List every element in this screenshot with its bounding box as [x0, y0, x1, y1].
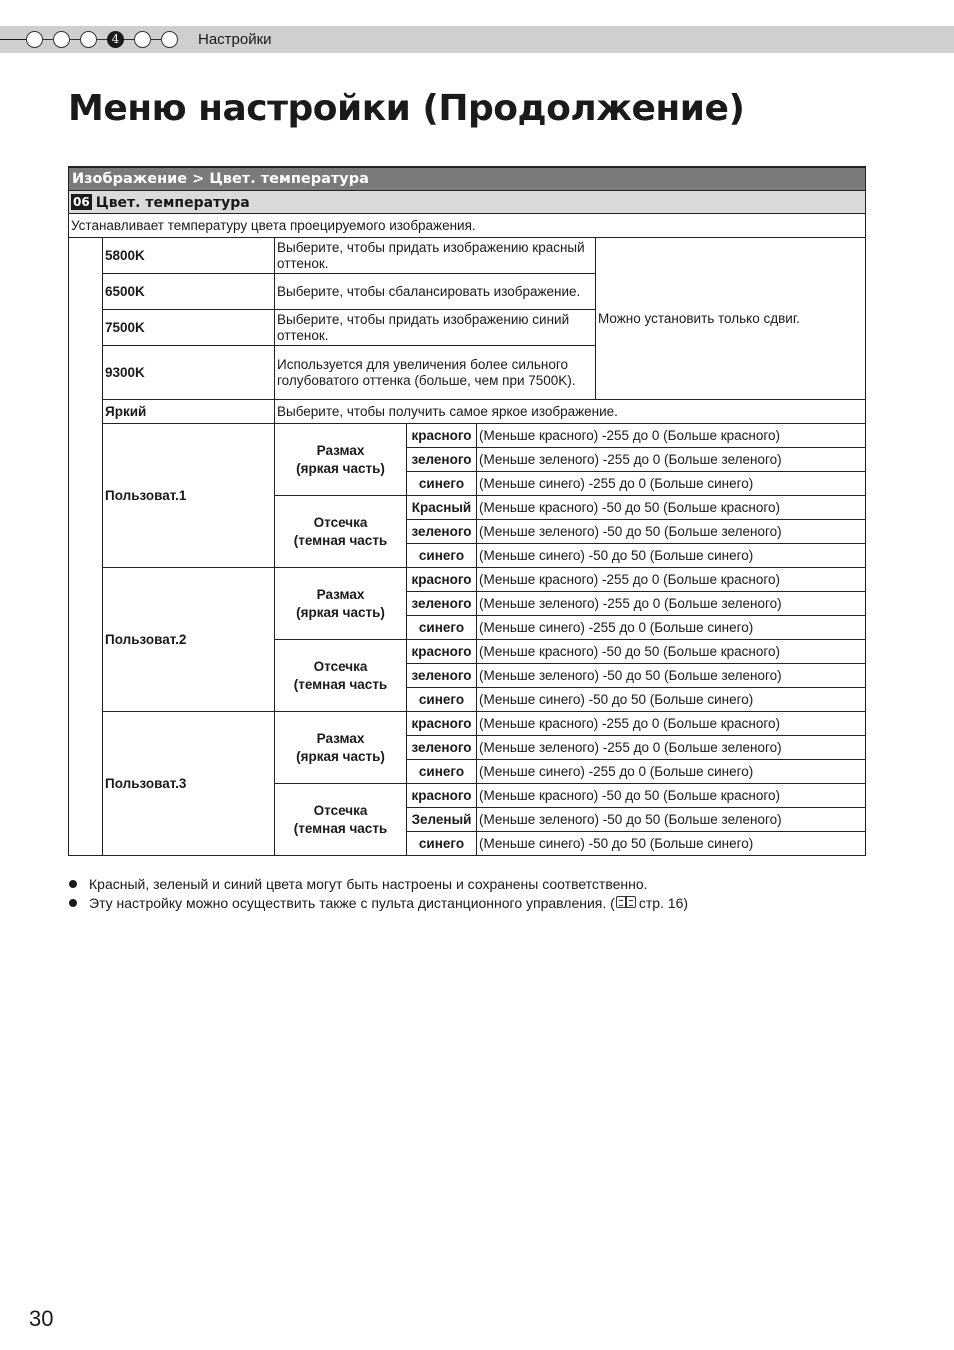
group-label-line: (темная часть: [293, 820, 388, 836]
color-channel: синего: [407, 760, 477, 784]
step-circle-current: 4: [107, 31, 124, 48]
color-channel: синего: [407, 544, 477, 568]
color-channel: зеленого: [407, 736, 477, 760]
preset-name: 7500K: [103, 310, 275, 346]
step-circle-2: [53, 31, 70, 48]
group-label-line: Отсечка: [313, 802, 368, 818]
color-channel: зеленого: [407, 592, 477, 616]
group-label: [275, 496, 407, 568]
color-channel: синего: [407, 616, 477, 640]
color-channel: красного: [407, 424, 477, 448]
table-row: [69, 712, 866, 736]
value-range: (Меньше синего) -255 до 0 (Больше синего): [477, 616, 866, 640]
color-channel: красного: [407, 568, 477, 592]
preset-name: 6500K: [103, 274, 275, 310]
value-range: (Меньше зеленого) -255 до 0 (Больше зеленого): [477, 736, 866, 760]
value-range: (Меньше синего) -255 до 0 (Больше синего): [477, 760, 866, 784]
preset-name: 5800K: [103, 238, 275, 274]
preset-desc: Выберите, чтобы придать изображению красный оттенок.: [275, 238, 596, 274]
group-label: [275, 712, 407, 784]
color-temperature-table: [68, 166, 866, 856]
table-row: [69, 424, 866, 448]
group-label-line: Размах: [316, 586, 365, 602]
group-label: [275, 568, 407, 640]
item-number-badge: 06: [73, 194, 90, 209]
table-row: [69, 568, 866, 592]
value-range: (Меньше зеленого) -255 до 0 (Больше зеленого): [477, 592, 866, 616]
presets-note: Можно установить только сдвиг.: [596, 238, 866, 400]
color-channel: красного: [407, 784, 477, 808]
step-circle-3: [80, 31, 97, 48]
color-channel: Красный: [407, 496, 477, 520]
group-label-line: (яркая часть): [296, 748, 385, 764]
preset-desc: Выберите, чтобы сбалансировать изображение.: [275, 274, 596, 310]
group-label: [275, 424, 407, 496]
group-label: [275, 640, 407, 712]
step-circle-5: [134, 31, 151, 48]
preset-name: Яркий: [103, 400, 275, 424]
table-row: [69, 238, 866, 274]
value-range: (Меньше зеленого) -255 до 0 (Больше зеленого): [477, 448, 866, 472]
breadcrumb: Изображение > Цвет. температура: [69, 167, 866, 191]
user-mode-name: Пользоват.3: [103, 712, 275, 856]
group-label-line: Размах: [316, 442, 365, 458]
color-channel: зеленого: [407, 664, 477, 688]
group-label-line: (темная часть: [293, 676, 388, 692]
color-channel: Зеленый: [407, 808, 477, 832]
group-label-line: Размах: [316, 730, 365, 746]
section-header-bar: [0, 26, 954, 53]
item-header: [69, 191, 866, 214]
user-mode-name: Пользоват.2: [103, 568, 275, 712]
user-mode-name: Пользоват.1: [103, 424, 275, 568]
value-range: (Меньше красного) -50 до 50 (Больше красного): [477, 640, 866, 664]
page-reference: стр. 16): [638, 895, 689, 911]
value-range: (Меньше синего) -255 до 0 (Больше синего): [477, 472, 866, 496]
group-label: [275, 784, 407, 856]
preset-desc: Используется для увеличения более сильного голубоватого оттенка (больше, чем при 7500K).: [275, 346, 596, 400]
group-label-line: (яркая часть): [296, 604, 385, 620]
group-label-line: (темная часть: [293, 532, 388, 548]
color-channel: зеленого: [407, 520, 477, 544]
color-channel: красного: [407, 712, 477, 736]
value-range: (Меньше синего) -50 до 50 (Больше синего): [477, 544, 866, 568]
preset-name: 9300K: [103, 346, 275, 400]
color-channel: синего: [407, 688, 477, 712]
bullet-icon: [69, 880, 77, 888]
description-row: [69, 214, 866, 238]
color-channel: синего: [407, 472, 477, 496]
note-text: Эту настройку можно осуществить также с пульта дистанционного управления. (: [89, 895, 615, 911]
group-label-line: Отсечка: [313, 514, 368, 530]
item-header-row: [69, 191, 866, 214]
book-icon: [616, 896, 638, 909]
value-range: (Меньше зеленого) -50 до 50 (Больше зеленого): [477, 520, 866, 544]
table-row: [69, 400, 866, 424]
value-range: (Меньше красного) -50 до 50 (Больше красного): [477, 496, 866, 520]
value-range: (Меньше красного) -255 до 0 (Больше красного): [477, 712, 866, 736]
color-channel: красного: [407, 640, 477, 664]
step-circle-1: [26, 31, 43, 48]
bullet-icon: [69, 899, 77, 907]
color-channel: синего: [407, 832, 477, 856]
color-channel: зеленого: [407, 448, 477, 472]
page-title: Меню настройки (Продолжение): [68, 88, 745, 129]
item-title: Цвет. температура: [95, 194, 250, 211]
indent-cell: [69, 238, 103, 856]
value-range: (Меньше красного) -50 до 50 (Больше красного): [477, 784, 866, 808]
preset-desc: Выберите, чтобы получить самое яркое изображение.: [275, 400, 866, 424]
value-range: (Меньше синего) -50 до 50 (Больше синего): [477, 688, 866, 712]
value-range: (Меньше зеленого) -50 до 50 (Больше зеленого): [477, 808, 866, 832]
value-range: (Меньше красного) -255 до 0 (Больше красного): [477, 424, 866, 448]
value-range: (Меньше синего) -50 до 50 (Больше синего): [477, 832, 866, 856]
step-circle-6: [161, 31, 178, 48]
group-label-line: (яркая часть): [296, 460, 385, 476]
value-range: (Меньше красного) -255 до 0 (Больше красного): [477, 568, 866, 592]
note-item: [68, 894, 688, 913]
chapter-step-indicator: [26, 30, 188, 49]
note-item: [68, 875, 688, 894]
section-label: Настройки: [198, 31, 272, 48]
value-range: (Меньше зеленого) -50 до 50 (Больше зеленого): [477, 664, 866, 688]
preset-desc: Выберите, чтобы придать изображению синий оттенок.: [275, 310, 596, 346]
note-text: Красный, зеленый и синий цвета могут быть настроены и сохранены соответственно.: [89, 876, 648, 892]
notes-list: [68, 875, 688, 913]
group-label-line: Отсечка: [313, 658, 368, 674]
table-header-row: [69, 167, 866, 191]
page-number: 30: [29, 1306, 54, 1331]
item-description: Устанавливает температуру цвета проецируемого изображения.: [69, 214, 866, 238]
